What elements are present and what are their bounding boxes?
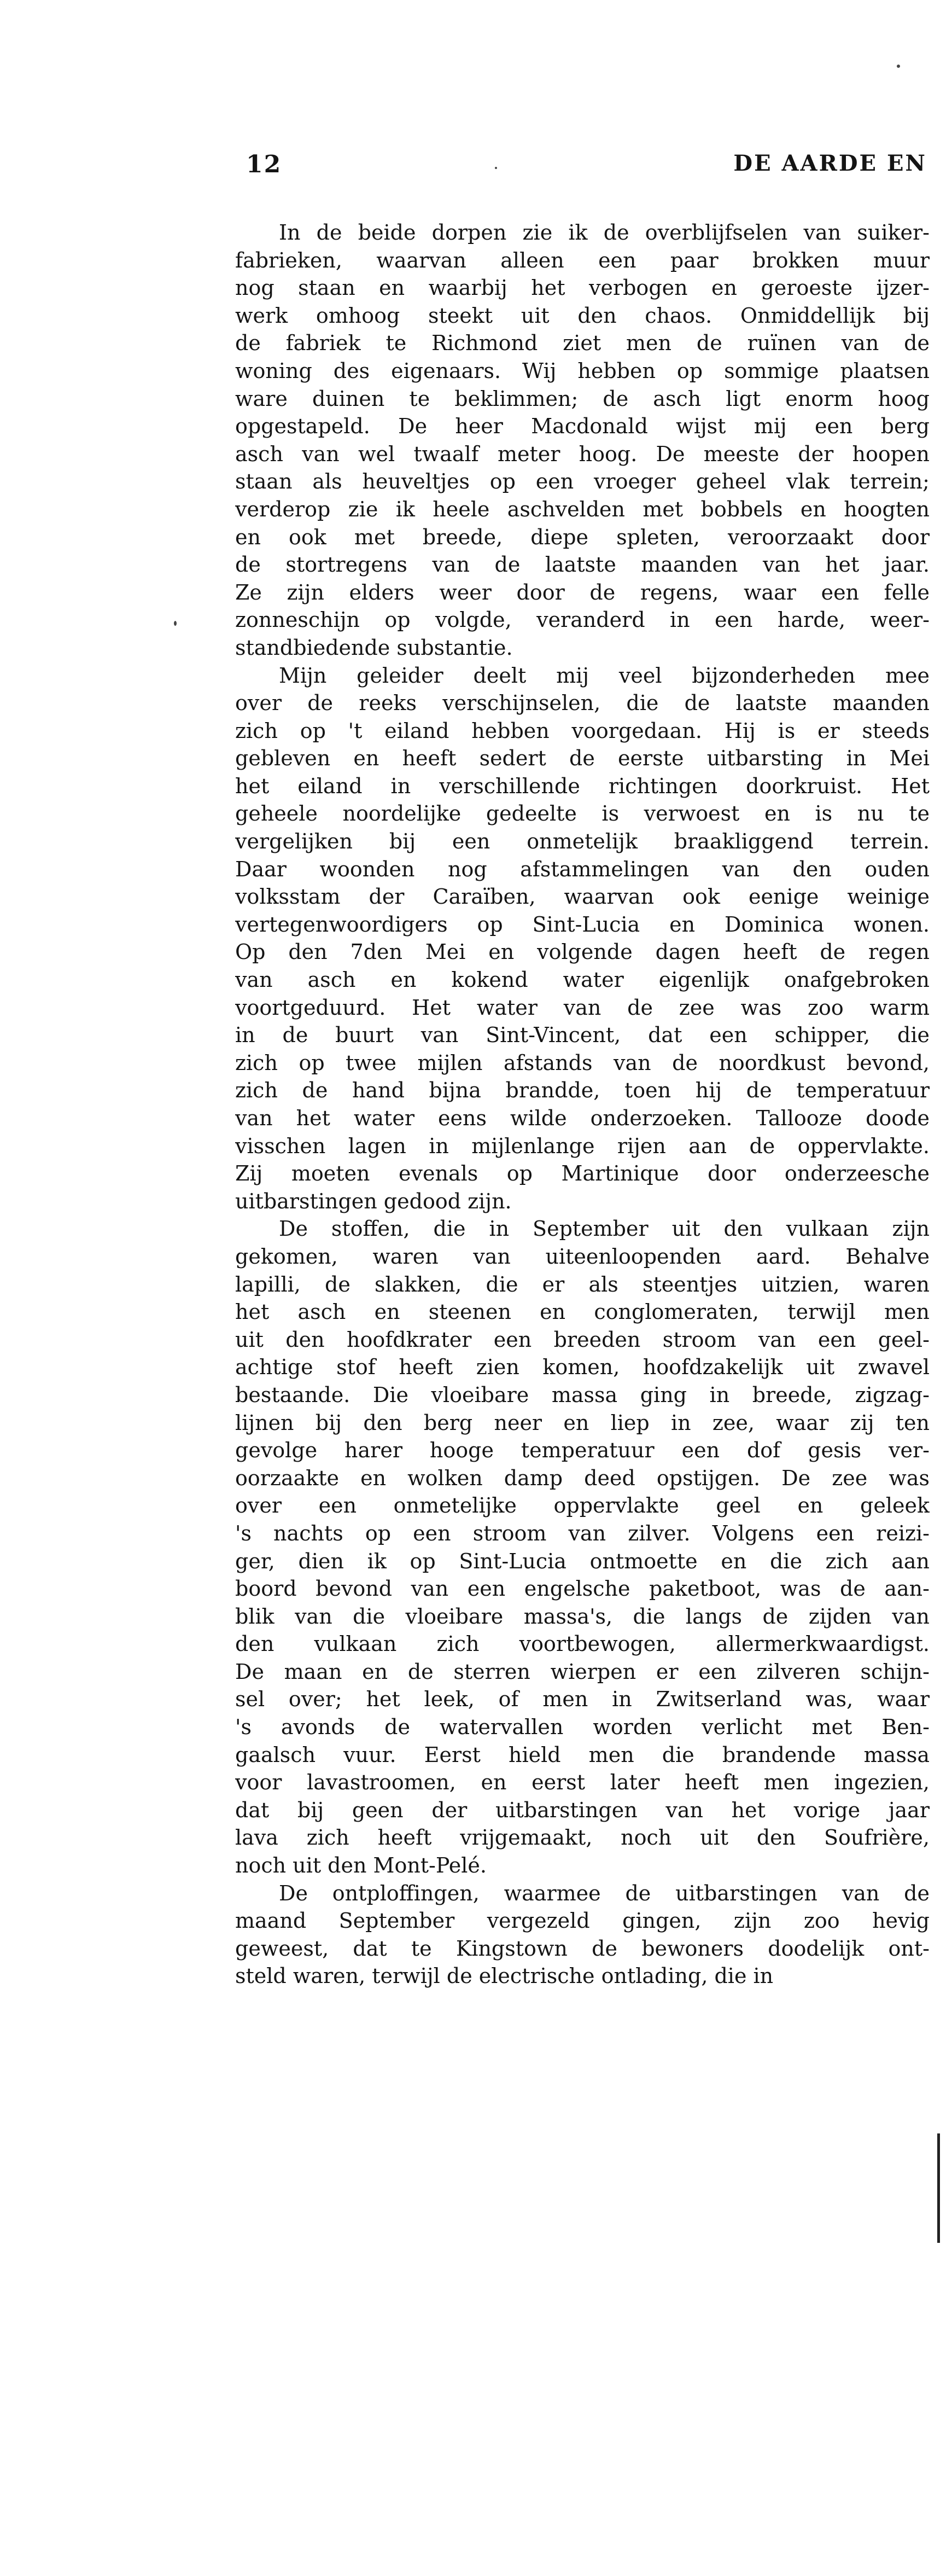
text-line: blik van die vloeibare massa's, die langs de zijden van (235, 1604, 930, 1629)
text-line: gebleven en heeft sedert de eerste uitbarsting in Mei (235, 746, 930, 771)
text-line: en ook met breede, diepe spleten, veroorzaakt door (235, 525, 930, 549)
text-line: volksstam der Caraïben, waarvan ook eenige weinige (235, 885, 930, 909)
paragraph (235, 662, 930, 1216)
text-line: Zij moeten evenals op Martinique door onderzeesche (235, 1161, 930, 1186)
text-line: gevolge harer hooge temperatuur een dof gesis ver- (235, 1438, 930, 1463)
text-line: asch van wel twaalf meter hoog. De meeste der hoopen (235, 441, 930, 466)
text-line: voortgeduurd. Het water van de zee was zoo warm (235, 995, 930, 1020)
text-line: Op den 7den Mei en volgende dagen heeft de regen (235, 940, 930, 964)
text-line: van het water eens wilde onderzoeken. Tallooze doode (235, 1106, 930, 1130)
text-line: den vulkaan zich voortbewogen, allermerkwaardigst. (235, 1632, 930, 1656)
corner-speck (897, 65, 900, 68)
page-number: 12 (246, 150, 282, 178)
text-line: fabrieken, waarvan alleen een paar brokken muur (235, 248, 930, 272)
running-head: DE AARDE EN (733, 150, 927, 176)
paragraph (235, 1880, 930, 1990)
text-line: voor lavastroomen, en eerst later heeft men ingezien, (235, 1770, 930, 1795)
text-line: zich de hand bijna brandde, toen hij de temperatuur (235, 1078, 930, 1103)
text-line: over een onmetelijke oppervlakte geel en geleek (235, 1493, 930, 1518)
text-line: Ze zijn elders weer door de regens, waar een felle (235, 580, 930, 604)
text-line: Mijn geleider deelt mij veel bijzonderheden mee (279, 663, 930, 688)
text-line: Daar woonden nog afstammelingen van den ouden (235, 857, 930, 881)
text-line: ger, dien ik op Sint-Lucia ontmoette en die zich aan (235, 1549, 930, 1573)
text-line: in de buurt van Sint-Vincent, dat een schipper, die (235, 1023, 930, 1048)
text-line: oorzaakte en wolken damp deed opstijgen. De zee was (235, 1466, 930, 1490)
text-line: woning des eigenaars. Wij hebben op sommige plaatsen (235, 358, 930, 383)
text-line: vertegenwoordigers op Sint-Lucia en Dominica wonen. (235, 912, 930, 937)
text-line: geweest, dat te Kingstown de bewoners doodelijk ont- (235, 1936, 930, 1961)
text-line: gaalsch vuur. Eerst hield men die brandende massa (235, 1742, 930, 1767)
text-line: over de reeks verschijnselen, die de laatste maanden (235, 691, 930, 716)
text-line: het eiland in verschillende richtingen doorkruist. Het (235, 774, 930, 798)
text-line: dat bij geen der uitbarstingen van het vorige jaar (235, 1798, 930, 1822)
text-line: lapilli, de slakken, die er als steentjes uitzien, waren (235, 1272, 930, 1296)
text-line: noch uit den Mont-Pelé. (235, 1853, 487, 1878)
text-line: bestaande. Die vloeibare massa ging in breede, zigzag- (235, 1382, 930, 1407)
text-line: de stortregens van de laatste maanden van het jaar. (235, 553, 930, 577)
text-line: achtige stof heeft zien komen, hoofdzakelijk uit zwavel (235, 1355, 930, 1380)
text-line: steld waren, terwijl de electrische ontlading, die in (235, 1964, 774, 1988)
text-line: geheele noordelijke gedeelte is verwoest en is nu te (235, 801, 930, 826)
paragraph (235, 1215, 930, 1879)
text-line: maand September vergezeld gingen, zijn zoo hevig (235, 1909, 930, 1933)
page-header (246, 150, 927, 189)
text-line: De stoffen, die in September uit den vulkaan zijn (279, 1217, 930, 1241)
text-line: zich op twee mijlen afstands van de noordkust bevond, (235, 1050, 930, 1075)
text-line: verderop zie ik heele aschvelden met bobbels en hoogten (235, 497, 930, 521)
text-line: boord bevond van een engelsche paketboot, was de aan- (235, 1577, 930, 1601)
text-line: sel over; het leek, of men in Zwitserland was, waar (235, 1687, 930, 1712)
text-line: De ontploffingen, waarmee de uitbarstingen van de (279, 1881, 930, 1905)
text-line: staan als heuveltjes op een vroeger geheel vlak terrein; (235, 469, 930, 494)
text-line: standbiedende substantie. (235, 635, 513, 660)
text-line: gekomen, waren van uiteenloopenden aard. Behalve (235, 1244, 930, 1269)
margin-rule (937, 2133, 940, 2243)
text-line: van asch en kokend water eigenlijk onafgebroken (235, 968, 930, 992)
text-line: 's avonds de watervallen worden verlicht met Ben- (235, 1715, 930, 1740)
text-line: lava zich heeft vrijgemaakt, noch uit den Soufrière, (235, 1825, 930, 1850)
text-line: opgestapeld. De heer Macdonald wijst mij een berg (235, 414, 930, 439)
body-text (235, 219, 930, 1990)
paragraph (235, 219, 930, 662)
text-line: 's nachts op een stroom van zilver. Volgens een reizi- (235, 1521, 930, 1545)
text-line: het asch en steenen en conglomeraten, terwijl men (235, 1300, 930, 1324)
text-line: In de beide dorpen zie ik de overblijfselen van suiker- (279, 220, 930, 245)
text-line: zich op 't eiland hebben voorgedaan. Hij is er steeds (235, 718, 930, 743)
text-line: lijnen bij den berg neer en liep in zee, waar zij ten (235, 1410, 930, 1435)
text-line: uitbarstingen gedood zijn. (235, 1189, 512, 1213)
text-line: uit den hoofdkrater een breeden stroom van een geel- (235, 1327, 930, 1352)
text-line: De maan en de sterren wierpen er een zilveren schijn- (235, 1659, 930, 1684)
text-line: vergelijken bij een onmetelijk braakliggend terrein. (235, 829, 930, 854)
margin-speck (174, 621, 177, 626)
text-line: visschen lagen in mijlenlange rijen aan de oppervlakte. (235, 1133, 930, 1158)
text-line: nog staan en waarbij het verbogen en geroeste ijzer- (235, 276, 930, 300)
text-line: werk omhoog steekt uit den chaos. Onmiddellijk bij (235, 303, 930, 328)
text-line: de fabriek te Richmond ziet men de ruïnen van de (235, 331, 930, 356)
text-line: ware duinen te beklimmen; de asch ligt enorm hoog (235, 386, 930, 411)
text-line: zonneschijn op volgde, veranderd in een harde, weer- (235, 608, 930, 632)
